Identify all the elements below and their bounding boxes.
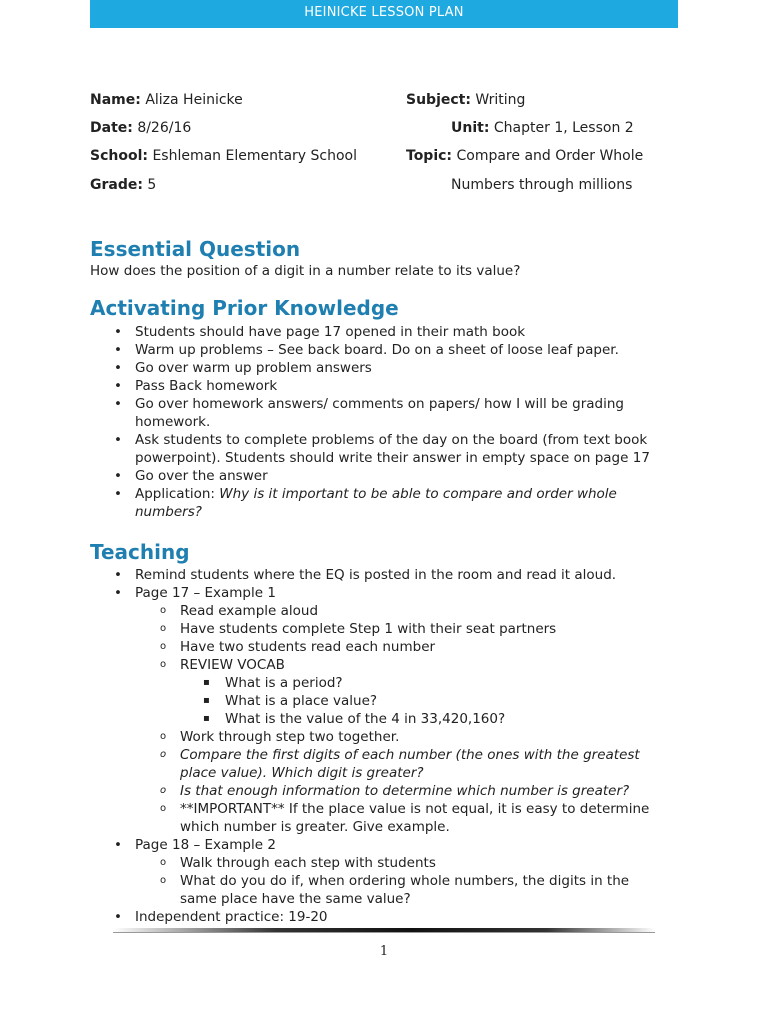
essential-question-heading: Essential Question	[90, 237, 301, 261]
prior-knowledge-list	[90, 323, 670, 521]
application-text: Why is it important to be able to compare and order whole numbers?	[135, 486, 617, 520]
list-item: o Work through step two together.	[90, 728, 670, 746]
footer-divider-thin	[113, 932, 655, 933]
info-grade	[90, 177, 156, 193]
application-label: Application:	[135, 486, 220, 502]
list-item: • Warm up problems – See back board. Do on a sheet of loose leaf paper.	[90, 341, 670, 359]
subject-value: Writing	[475, 92, 526, 108]
teaching-list	[90, 566, 670, 926]
page-number: 1	[379, 944, 389, 959]
date-label: Date:	[90, 120, 133, 136]
list-item: o **IMPORTANT** If the place value is not equal, it is easy to determine which number is greater. Give example.	[90, 800, 670, 836]
list-item: ▪ What is the value of the 4 in 33,420,160?	[90, 710, 670, 728]
list-item: • Independent practice: 19-20	[90, 908, 670, 926]
teaching-heading: Teaching	[90, 540, 190, 564]
list-item: • Go over homework answers/ comments on papers/ how I will be grading homework.	[90, 395, 670, 431]
list-item: • Page 18 – Example 2	[90, 836, 670, 854]
list-item: • Page 17 – Example 1	[90, 584, 670, 602]
school-value: Eshleman Elementary School	[152, 148, 358, 164]
list-item: o Compare the first digits of each number (the ones with the greatest place value). Which digit is greater?	[90, 746, 670, 782]
info-unit	[451, 120, 634, 136]
list-item: o Have students complete Step 1 with their seat partners	[90, 620, 670, 638]
list-item: • Pass Back homework	[90, 377, 670, 395]
list-item: • Go over the answer	[90, 467, 670, 485]
list-item: o What do you do if, when ordering whole numbers, the digits in the same place have the same value?	[90, 872, 670, 908]
list-item: o Is that enough information to determine which number is greater?	[90, 782, 670, 800]
info-name	[90, 92, 243, 108]
subject-label: Subject:	[406, 92, 471, 108]
list-item: o Walk through each step with students	[90, 854, 670, 872]
list-item: • Go over warm up problem answers	[90, 359, 670, 377]
grade-value: 5	[147, 177, 157, 193]
header-bar	[90, 0, 678, 28]
document-title: HEINICKE LESSON PLAN	[304, 5, 464, 20]
name-label: Name:	[90, 92, 141, 108]
application-item	[90, 485, 670, 521]
list-item: o Read example aloud	[90, 602, 670, 620]
list-item: o REVIEW VOCAB	[90, 656, 670, 674]
list-item: ▪ What is a place value?	[90, 692, 670, 710]
school-label: School:	[90, 148, 148, 164]
grade-label: Grade:	[90, 177, 143, 193]
info-subject	[406, 92, 525, 108]
topic-value: Compare and Order Whole	[456, 148, 644, 164]
list-item: o Have two students read each number	[90, 638, 670, 656]
unit-label: Unit:	[451, 120, 490, 136]
unit-value: Chapter 1, Lesson 2	[493, 120, 634, 136]
essential-question-text: How does the position of a digit in a number relate to its value?	[90, 263, 521, 279]
list-item: • Ask students to complete problems of the day on the board (from text book powerpoint). Students should write their answer in empty space on page 17	[90, 431, 670, 467]
info-topic-continued	[451, 177, 632, 193]
list-item: • Remind students where the EQ is posted in the room and read it aloud.	[90, 566, 670, 584]
list-item: • Students should have page 17 opened in their math book	[90, 323, 670, 341]
prior-knowledge-heading: Activating Prior Knowledge	[90, 296, 399, 320]
list-item: ▪ What is a period?	[90, 674, 670, 692]
info-topic	[406, 148, 643, 164]
date-value: 8/26/16	[137, 120, 192, 136]
info-date	[90, 120, 191, 136]
info-school	[90, 148, 357, 164]
topic-label: Topic:	[406, 148, 453, 164]
name-value: Aliza Heinicke	[145, 92, 243, 108]
topic-value-line2: Numbers through millions	[451, 177, 633, 193]
